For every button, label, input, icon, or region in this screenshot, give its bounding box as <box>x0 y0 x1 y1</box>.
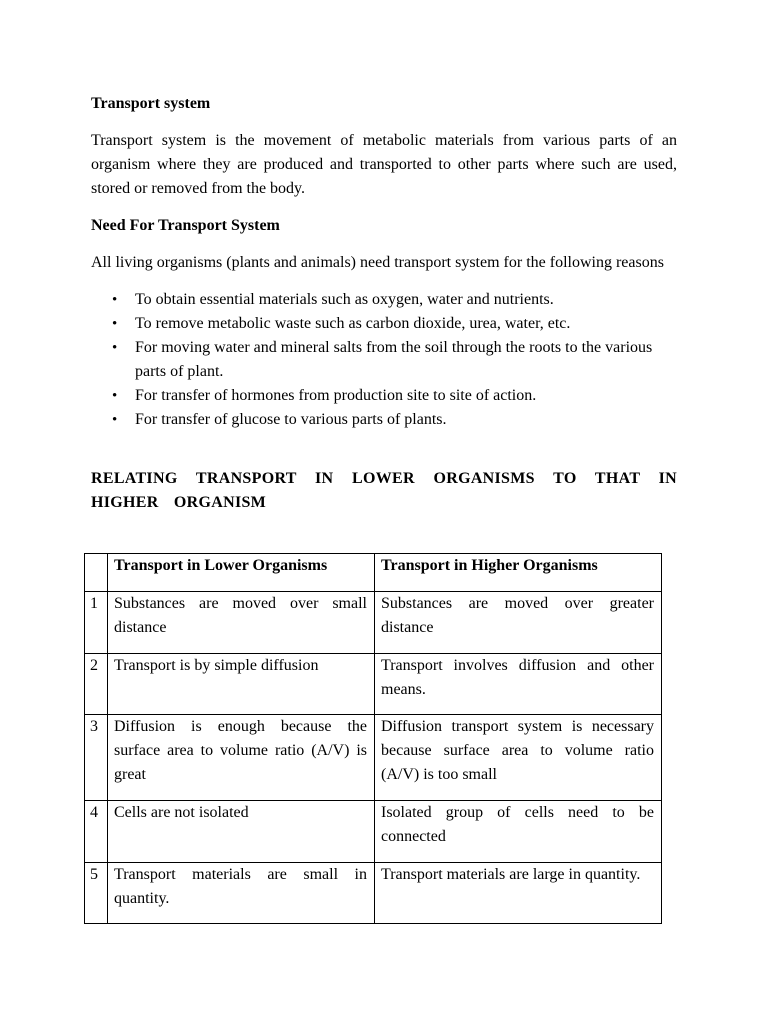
higher-cell: Transport materials are large in quantity. <box>375 863 662 924</box>
section-title: RELATING TRANSPORT IN LOWER ORGANISMS TO THAT IN HIGHER ORGANISM <box>91 470 677 511</box>
intro-paragraph: Transport system is the movement of metabolic materials from various parts of an organism where they are produced and transported to other parts where such are used, stored or removed from the body. <box>91 132 677 197</box>
list-item <box>91 384 677 408</box>
higher-cell: Substances are moved over greater distance <box>375 592 662 654</box>
list-item <box>91 336 677 384</box>
row-number: 3 <box>85 715 108 801</box>
list-item-text: To obtain essential materials such as oxygen, water and nutrients. <box>135 291 554 308</box>
page-title: Transport system <box>91 95 211 112</box>
row-number: 5 <box>85 863 108 924</box>
row-number: 2 <box>85 654 108 715</box>
list-item <box>91 288 677 312</box>
list-item <box>91 312 677 336</box>
table-row <box>85 654 662 715</box>
reasons-list <box>91 288 677 432</box>
list-item-text: To remove metabolic waste such as carbon dioxide, urea, water, etc. <box>135 315 571 332</box>
lower-cell: Substances are moved over small distance <box>108 592 375 654</box>
table-row <box>85 715 662 801</box>
document-page <box>91 91 677 531</box>
bullet-icon: • <box>112 388 118 404</box>
lower-cell: Transport materials are small in quantity. <box>108 863 375 924</box>
table-header-number <box>85 554 108 592</box>
need-heading: Need For Transport System <box>91 217 280 234</box>
lower-cell: Transport is by simple diffusion <box>108 654 375 715</box>
table-header-lower: Transport in Lower Organisms <box>108 554 375 592</box>
list-item <box>91 408 677 432</box>
row-number: 4 <box>85 801 108 863</box>
table-row <box>85 592 662 654</box>
table-header-higher: Transport in Higher Organisms <box>375 554 662 592</box>
higher-cell: Transport involves diffusion and other means. <box>375 654 662 715</box>
bullet-icon: • <box>112 292 118 308</box>
list-item-text: For transfer of hormones from production site to site of action. <box>135 387 537 404</box>
table-row <box>85 801 662 863</box>
bullet-icon: • <box>112 340 118 356</box>
lower-cell: Diffusion is enough because the surface area to volume ratio (A/V) is great <box>108 715 375 801</box>
bullet-icon: • <box>112 412 118 428</box>
table-header-row <box>85 554 662 592</box>
bullet-icon: • <box>112 316 118 332</box>
list-item-text: For moving water and mineral salts from the soil through the roots to the various parts of plant. <box>135 339 653 380</box>
list-item-text: For transfer of glucose to various parts of plants. <box>135 411 447 428</box>
comparison-table <box>84 553 662 924</box>
lower-cell: Cells are not isolated <box>108 801 375 863</box>
need-intro-paragraph: All living organisms (plants and animals) need transport system for the following reasons <box>91 254 664 271</box>
table-row <box>85 863 662 924</box>
higher-cell: Diffusion transport system is necessary because surface area to volume ratio (A/V) is too small <box>375 715 662 801</box>
row-number: 1 <box>85 592 108 654</box>
higher-cell: Isolated group of cells need to be connected <box>375 801 662 863</box>
